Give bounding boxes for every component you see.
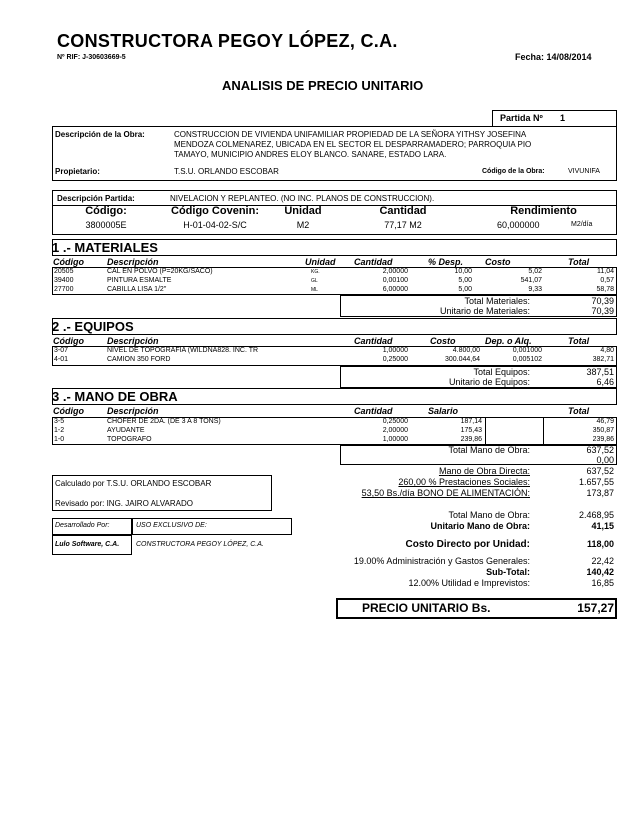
mat-2-codigo: 39400 xyxy=(54,277,74,284)
equipos-header-box xyxy=(52,318,617,335)
precio-label: PRECIO UNITARIO Bs. xyxy=(362,601,491,615)
mo-1-total: 46,79 xyxy=(596,418,614,425)
mo-2-total: 350,87 xyxy=(592,427,614,434)
summary-codigo: 3800005E xyxy=(85,220,127,230)
software-name: Lulo Software, C.A. xyxy=(55,541,120,548)
mat-2-cantidad: 0,00100 xyxy=(382,277,408,284)
summary-cantidad: 77,17 M2 xyxy=(384,220,422,230)
eq-1-cantidad: 1,00000 xyxy=(382,347,408,354)
mat-1-unidad: KG. xyxy=(311,269,320,275)
date: Fecha: 14/08/2014 xyxy=(515,52,592,62)
precio-value: 157,27 xyxy=(577,601,614,615)
eq-1-codigo: 3-07 xyxy=(54,347,69,354)
eq-total-label: Total Equipos: xyxy=(473,367,530,377)
eq-unit-label: Unitario de Equipos: xyxy=(448,377,530,387)
mo-3-cantidad: 1,00000 xyxy=(382,436,408,443)
partida-label: Partida Nº xyxy=(500,113,543,123)
eq-2-dep: 0,005102 xyxy=(512,356,542,363)
mat-2-costo: 541,07 xyxy=(520,277,542,284)
subtotal-value: 140,42 xyxy=(586,567,614,577)
mano-col-divider xyxy=(485,417,486,445)
mo-1-cantidad: 0,25000 xyxy=(382,418,408,425)
mo-prestaciones-label: 260,00 % Prestaciones Sociales: xyxy=(398,477,530,487)
eq-2-costo: 300.044,64 xyxy=(444,356,480,363)
mat-total-value: 70,39 xyxy=(591,296,614,306)
mat-h-cantidad: Cantidad xyxy=(354,257,393,267)
obra-line-1: CONSTRUCCION DE VIVIENDA UNIFAMILIAR PROPIEDAD DE LA SEÑORA YITHSY JOSEFINA xyxy=(174,130,527,139)
mat-1-total: 11,04 xyxy=(597,268,614,275)
summary-unidad: M2 xyxy=(296,220,310,230)
mo-unit-label: Unitario Mano de Obra: xyxy=(430,521,530,531)
summary-h-codigo: Código: xyxy=(85,205,127,217)
propietario-label: Propietario: xyxy=(55,167,100,176)
mo-1-desc: CHOFER DE 2DA. (DE 3 A 8 TONS) xyxy=(107,418,221,425)
summary-rend-unit: M2/día xyxy=(571,221,593,228)
eq-total-value: 387,51 xyxy=(586,367,614,377)
mo-h-salario: Salario xyxy=(428,406,459,416)
mat-unit-value: 70,39 xyxy=(591,306,614,316)
admin-label: 19.00% Administración y Gastos Generales: xyxy=(353,556,530,566)
eq-unit-value: 6,46 xyxy=(596,377,614,387)
eq-h-codigo: Código xyxy=(53,336,84,346)
eq-h-descripcion: Descripción xyxy=(107,336,159,346)
mat-2-desc: PINTURA ESMALTE xyxy=(107,277,172,284)
company-rif: Nº RIF: J-30603669-5 xyxy=(57,54,126,61)
mo-h-codigo: Código xyxy=(53,406,84,416)
mo-2-cantidad: 2,00000 xyxy=(382,427,408,434)
mo-3-total: 239,86 xyxy=(592,436,614,443)
mo-2-desc: AYUDANTE xyxy=(107,427,145,434)
mat-h-costo: Costo xyxy=(485,257,511,267)
mat-1-codigo: 20505 xyxy=(54,268,74,275)
mo-directa-value: 637,52 xyxy=(586,466,614,476)
mo-h-descripcion: Descripción xyxy=(107,406,159,416)
mat-1-desc: CAL EN POLVO (P=20KG/SACO) xyxy=(107,268,213,275)
obra-line-3: TAMAYO, MUNICIPIO ANDRES ELOY BLANCO. SANARE, ESTADO LARA. xyxy=(174,150,447,159)
mano-title: 3 .- MANO DE OBRA xyxy=(52,389,178,404)
summary-rendimiento: 60,000000 xyxy=(497,220,540,230)
eq-2-total: 382,71 xyxy=(592,356,614,363)
mo-3-desc: TOPOGRAFO xyxy=(107,436,152,443)
mo-2-salario: 175,43 xyxy=(460,427,482,434)
mat-1-costo: 5,02 xyxy=(528,268,542,275)
mat-3-desp: 5,00 xyxy=(458,286,472,293)
company-name: CONSTRUCTORA PEGOY LÓPEZ, C.A. xyxy=(57,31,398,51)
admin-value: 22,42 xyxy=(591,556,614,566)
mo-3-salario: 239,86 xyxy=(460,436,482,443)
mo-bono-label: 53,50 Bs./día BONO DE ALIMENTACIÓN: xyxy=(361,488,530,498)
summary-h-rendimiento: Rendimiento xyxy=(510,205,577,217)
partida-desc-value: NIVELACION Y REPLANTEO. (NO INC. PLANOS DE CONSTRUCCION). xyxy=(170,194,435,203)
eq-1-total: 4,80 xyxy=(600,347,614,354)
eq-h-costo: Costo xyxy=(430,336,456,346)
mo-total2-value: 2.468,95 xyxy=(578,510,614,520)
mo-total-label: Total Mano de Obra: xyxy=(448,445,530,455)
mo-directa-label: Mano de Obra Directa: xyxy=(438,466,530,476)
cliente-name: CONSTRUCTORA PEGOY LÓPEZ, C.A. xyxy=(136,541,264,548)
mo-h-total: Total xyxy=(568,406,590,416)
costo-directo-value: 118,00 xyxy=(586,539,614,549)
obra-label: Descripción de la Obra: xyxy=(55,130,145,139)
eq-1-costo: 4.800,00 xyxy=(452,347,480,354)
mat-total-label: Total Materiales: xyxy=(464,296,530,306)
mo-bono-value: 173,87 xyxy=(586,488,614,498)
mat-2-unidad: GL xyxy=(311,278,318,284)
partida-desc-label: Descripción Partida: xyxy=(57,194,135,203)
materiales-title: 1 .- MATERIALES xyxy=(52,240,158,255)
mo-total2-label: Total Mano de Obra: xyxy=(448,510,530,520)
mat-h-descripcion: Descripción xyxy=(107,257,159,267)
uso-exclusivo: USO EXCLUSIVO DE: xyxy=(136,522,207,529)
mat-3-costo: 9,33 xyxy=(528,286,542,293)
calculado-por: Calculado por T.S.U. ORLANDO ESCOBAR xyxy=(55,479,212,488)
mat-h-codigo: Código xyxy=(53,257,84,267)
eq-h-total: Total xyxy=(568,336,590,346)
mo-1-salario: 187,14 xyxy=(460,418,482,425)
partida-number: 1 xyxy=(560,113,566,123)
equipos-title: 2 .- EQUIPOS xyxy=(52,319,134,334)
mo-zero-value: 0,00 xyxy=(596,455,614,465)
eq-1-dep: 0,001000 xyxy=(512,347,542,354)
propietario-value: T.S.U. ORLANDO ESCOBAR xyxy=(174,167,279,176)
mo-3-codigo: 1-0 xyxy=(54,436,65,443)
mat-unit-label: Unitario de Materiales: xyxy=(439,306,530,316)
subtotal-label: Sub-Total: xyxy=(486,567,530,577)
summary-h-cantidad: Cantidad xyxy=(379,205,427,217)
document-title: ANALISIS DE PRECIO UNITARIO xyxy=(222,78,424,93)
summary-covenin: H-01-04-02-S/C xyxy=(183,220,247,230)
mo-prestaciones-value: 1.657,55 xyxy=(578,477,614,487)
mano-col-divider xyxy=(543,417,544,445)
obra-line-2: MENDOZA COLMENAREZ, UBICADA EN EL SECTOR EL DESPARRAMADERO; PARROQUIA PIO xyxy=(174,140,532,149)
eq-h-dep: Dep. o Alq. xyxy=(485,336,532,346)
mo-total-value: 637,52 xyxy=(586,445,614,455)
mat-1-cantidad: 2,00000 xyxy=(382,268,408,275)
dev-label: Desarrollado Por: xyxy=(55,522,110,529)
mat-3-desc: CABILLA LISA 1/2" xyxy=(107,286,167,293)
mo-2-codigo: 1-2 xyxy=(54,427,65,434)
mat-3-cantidad: 6,00000 xyxy=(382,286,408,293)
eq-1-desc: NIVEL DE TOPOGRAFIA (WILDNA828. INC. TR xyxy=(107,347,259,354)
mat-h-desp: % Desp. xyxy=(428,257,464,267)
mat-3-codigo: 27700 xyxy=(54,286,74,293)
utilidad-label: 12.00% Utilidad e Imprevistos: xyxy=(408,578,530,588)
mat-2-desp: 5,00 xyxy=(458,277,472,284)
mat-1-desp: 10,00 xyxy=(454,268,472,275)
mat-3-unidad: ML xyxy=(311,287,318,293)
summary-h-unidad: Unidad xyxy=(284,205,322,217)
revisado-por: Revisado por: ING. JAIRO ALVARADO xyxy=(55,499,193,508)
eq-2-cantidad: 0,25000 xyxy=(382,356,408,363)
mat-h-unidad: Unidad xyxy=(305,257,336,267)
mo-unit-value: 41,15 xyxy=(591,521,614,531)
utilidad-value: 16,85 xyxy=(591,578,614,588)
summary-h-covenin: Código Covenin: xyxy=(171,205,259,217)
codigo-obra-label: Código de la Obra: xyxy=(482,168,545,175)
eq-2-desc: CAMION 350 FORD xyxy=(107,356,171,363)
mat-h-total: Total xyxy=(568,257,590,267)
eq-h-cantidad: Cantidad xyxy=(354,336,393,346)
mat-2-total: 0,57 xyxy=(600,277,614,284)
mo-h-cantidad: Cantidad xyxy=(354,406,393,416)
mo-1-codigo: 3-5 xyxy=(54,418,65,425)
costo-directo-label: Costo Directo por Unidad: xyxy=(405,539,530,550)
mat-3-total: 58,78 xyxy=(596,286,614,293)
codigo-obra-value: VIVUNIFA xyxy=(568,168,600,175)
eq-2-codigo: 4-01 xyxy=(54,356,69,363)
